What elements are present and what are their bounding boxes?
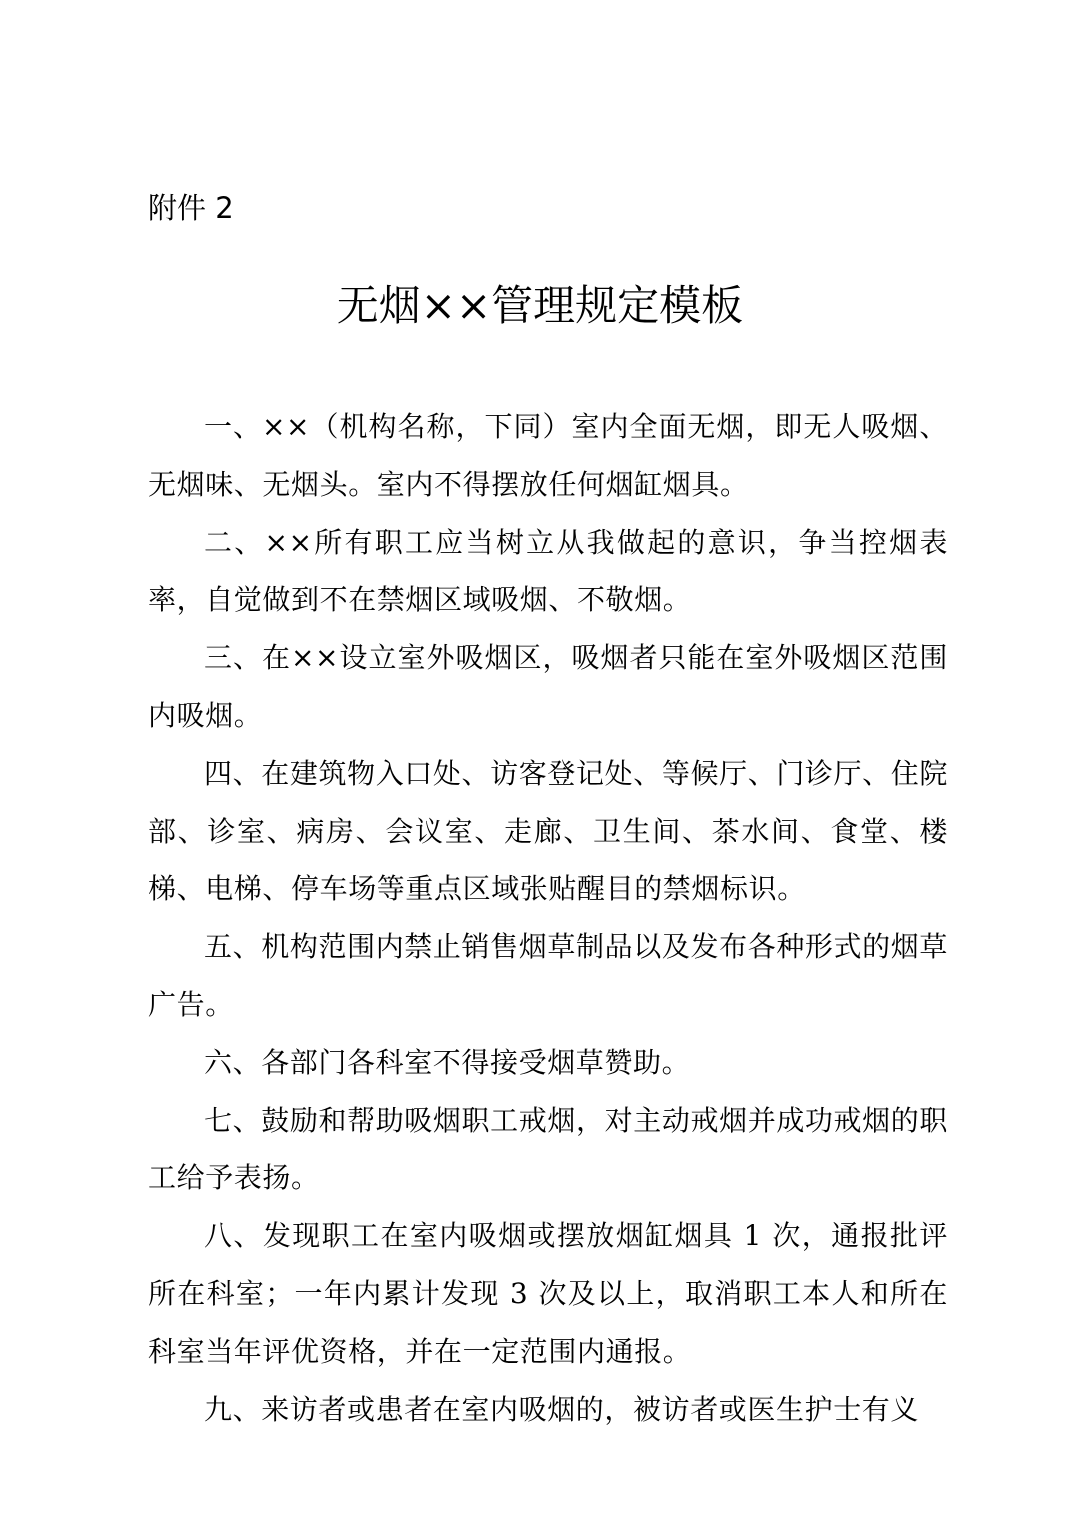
paragraph-1: 一、××（机构名称，下同）室内全面无烟，即无人吸烟、无烟味、无烟头。室内不得摆放任何烟缸烟具。: [148, 410, 948, 501]
paragraph-6: 六、各部门各科室不得接受烟草赞助。: [204, 1045, 691, 1079]
attachment-label: 附件 2: [148, 191, 234, 225]
document-body: [148, 398, 948, 1438]
paragraph-8: 八、发现职工在室内吸烟或摆放烟缸烟具 1 次，通报批评所在科室；一年内累计发现 3 次及以上，取消职工本人和所在科室当年评优资格，并在一定范围内通报。: [148, 1219, 948, 1368]
paragraph-4: 四、在建筑物入口处、访客登记处、等候厅、门诊厅、住院部、诊室、病房、会议室、走廊、卫生间、茶水间、食堂、楼梯、电梯、停车场等重点区域张贴醒目的禁烟标识。: [148, 756, 948, 906]
paragraph-7: 七、鼓励和帮助吸烟职工戒烟，对主动戒烟并成功戒烟的职工给予表扬。: [148, 1103, 948, 1195]
document-title: 无烟××管理规定模板: [336, 281, 744, 330]
paragraph-2: 二、××所有职工应当树立从我做起的意识，争当控烟表率，自觉做到不在禁烟区域吸烟、不敬烟。: [148, 525, 948, 617]
paragraph-9: 九、来访者或患者在室内吸烟的，被访者或医生护士有义: [204, 1392, 920, 1426]
paragraph-3: 三、在××设立室外吸烟区，吸烟者只能在室外吸烟区范围内吸烟。: [148, 641, 948, 732]
paragraph-5: 五、机构范围内禁止销售烟草制品以及发布各种形式的烟草广告。: [148, 930, 948, 1021]
